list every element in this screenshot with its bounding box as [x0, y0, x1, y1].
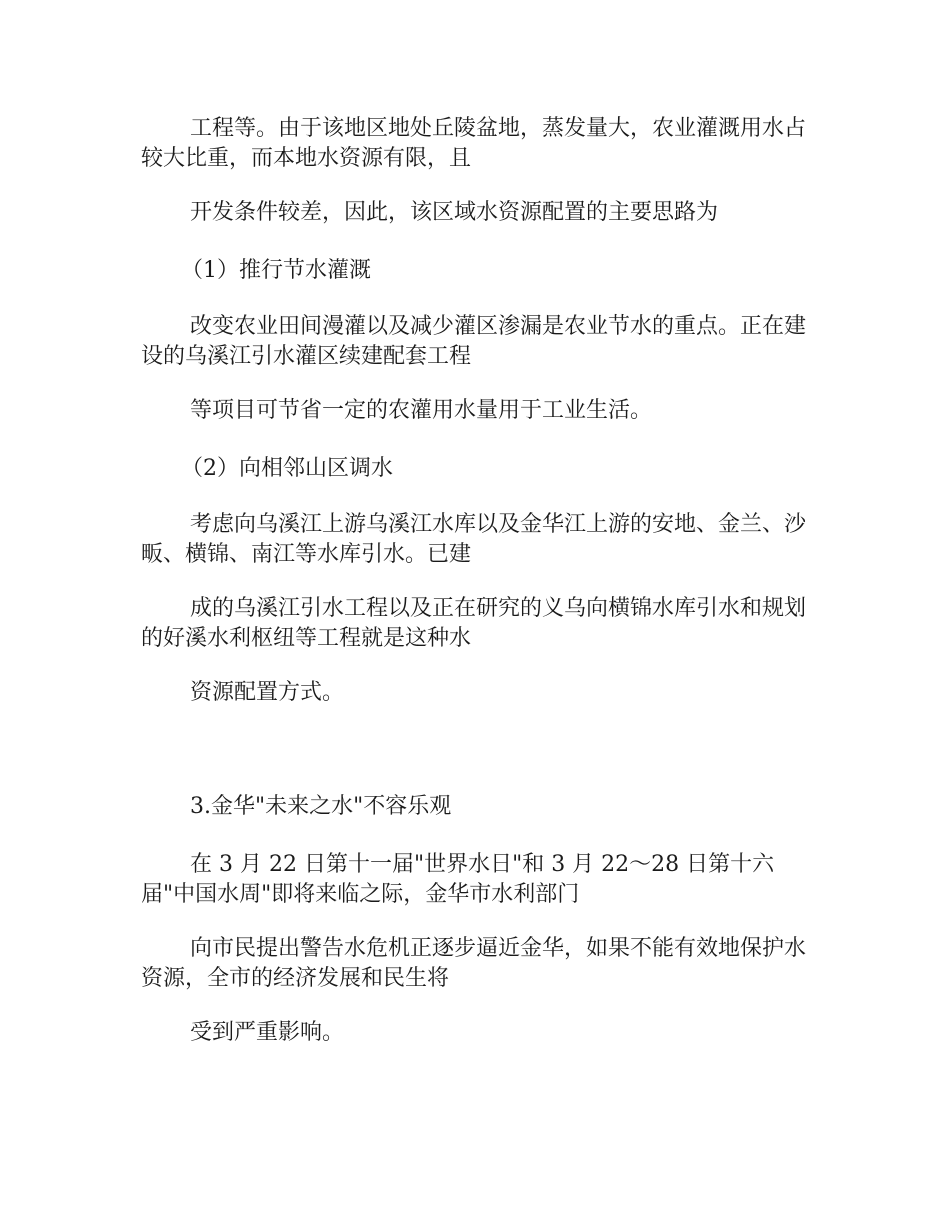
paragraph-world-water-day: 在 3 月 22 日第十一届"世界水日"和 3 月 22～28 日第十六届"中国水周"即将来临之际，金华市水利部门: [141, 852, 775, 907]
paragraph-diversion-projects: 成的乌溪江引水工程以及正在研究的义乌向横锦水库引水和规划的好溪水利枢纽等工程就是这种水: [141, 596, 807, 651]
paragraph-allocation-method: 资源配置方式。: [190, 680, 345, 705]
paragraph-water-crisis-warning: 向市民提出警告水危机正逐步逼近金华，如果不能有效地保护水资源，全市的经济发展和民生将: [141, 936, 807, 991]
paragraph-allocation-approach: 开发条件较差，因此，该区域水资源配置的主要思路为: [190, 200, 719, 225]
paragraph-serious-impact: 受到严重影响。: [190, 1020, 345, 1045]
paragraph-reservoir-diversion: 考虑向乌溪江上游乌溪江水库以及金华江上游的安地、金兰、沙畈、横锦、南江等水库引水。已建: [141, 512, 807, 567]
paragraph-field-irrigation: 改变农业田间漫灌以及减少灌区渗漏是农业节水的重点。正在建设的乌溪江引水灌区续建配套工程: [141, 314, 807, 369]
paragraph-irrigation-context: 工程等。由于该地区地处丘陵盆地，蒸发量大，农业灌溉用水占较大比重，而本地水资源有限，且: [141, 116, 807, 171]
subheading-water-transfer: （2）向相邻山区调水: [181, 456, 393, 481]
subheading-water-saving: （1）推行节水灌溉: [181, 258, 371, 283]
paragraph-save-irrigation-water: 等项目可节省一定的农灌用水量用于工业生活。: [190, 398, 653, 423]
section-heading-future-water: 3.金华"未来之水"不容乐观: [190, 794, 452, 819]
